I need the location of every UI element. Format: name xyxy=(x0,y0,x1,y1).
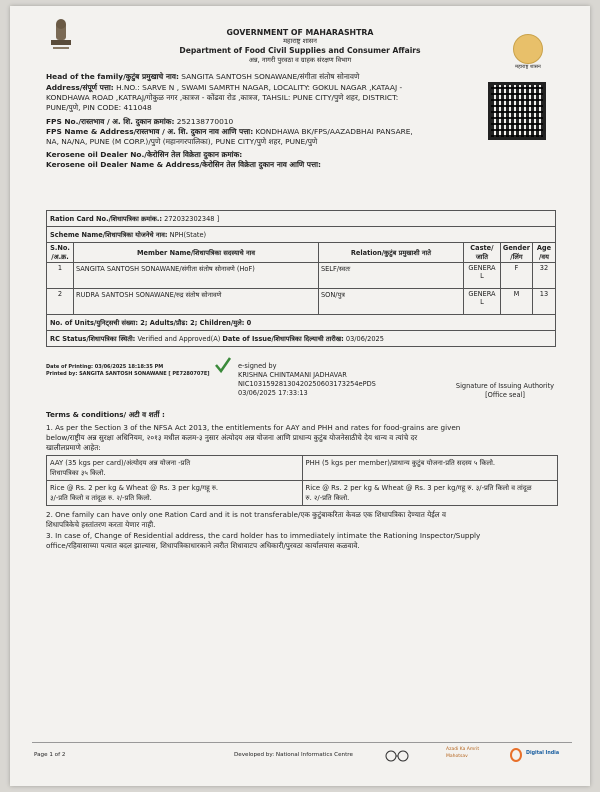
fps-name-line-1: KONDHAWA BK/FPS/AAZADBHAI PANSARE, xyxy=(255,127,413,136)
col-sno: S.No. /अ.क्र. xyxy=(47,243,74,263)
rc-status-value: Verified and Approved(A) xyxy=(137,335,221,343)
dept-title: Department of Food Civil Supplies and Consumer Affairs xyxy=(179,46,421,55)
kerosene-name-label: Kerosene oil Dealer Name & Address/केरोसिन तेल विक्रेता दुकान नाव आणि पत्ता: xyxy=(46,160,321,169)
printing-date: Date of Printing: 03/06/2025 18:18:35 PM xyxy=(46,364,164,370)
terms-title: Terms & conditions/ अटी व शर्ती : xyxy=(46,410,165,419)
qr-code-icon xyxy=(488,82,546,140)
table-row: 2 RUDRA SANTOSH SONAWANE/रुद्र संतोष सोनावणे SON/पुत्र GENERA L M 13 xyxy=(47,289,556,315)
fps-name-label: FPS Name & Address/रास्तभाव / अ. शि. दुकान नाव आणि पत्ता: xyxy=(46,127,254,136)
digital-india-logo-icon xyxy=(510,748,522,762)
office-seal: [Office seal] xyxy=(485,391,525,399)
fps-no-label: FPS No./रास्तभाव / अ. शि. दुकान क्रमांक: xyxy=(46,117,175,126)
digital-india-text: Digital India xyxy=(526,751,560,756)
table-header-row xyxy=(47,243,556,263)
col-gender: Gender /लिंग xyxy=(500,243,532,263)
checkmark-icon xyxy=(214,356,232,374)
page-number: Page 1 of 2 xyxy=(34,752,66,758)
address-label: Address/संपूर्ण पत्ता: xyxy=(46,83,114,92)
scheme-value: NPH(State) xyxy=(169,231,207,239)
col-relation: Relation/कुटुंब प्रमुखाशी नाते xyxy=(318,243,463,263)
col-caste: Caste/ जाति xyxy=(463,243,500,263)
govt-title-mr: महाराष्ट्र शासन xyxy=(283,37,317,45)
document-page: GOVERNMENT OF MAHARASHTRA महाराष्ट्र शासन Department of Food Civil Supplies and Consumer Affairs अन्न, नागरी पुरवठा व ग्राहक संरक्षण विभाग महाराष्ट्र शासन Head of the family/कुटुंब प्रमुखाचे नाव: SANGITA SANTOSH SONAWANE/संगीता संतोष सोनावणे Address/संपूर्ण पत्ता: H.NO.: SARVE N , SWAMI SAMRTH NAGAR, LOCALITY: GOKUL NAGAR ,KATAAJ - KONDHAWA ROAD ,KATRAJ/गोकुळ नगर ,कात्रज - कोंढवा रोड ,कात्रज, TAHSIL: PUNE CITY/पुणे शहर, DISTRICT: PUNE/पुणे, PIN CODE: 411048 FPS No./रास्तभाव / अ. शि. दुकान क्रमांक: 252138770010 FPS Name & Address/रास्तभाव / अ. शि. दुकान नाव आणि पत्ता: KONDHAWA BK/FPS/AAZADBHAI PANSARE, NA, NA/NA, PUNE (M CORP.)/पुणे (महानगरपालिका), PUNE CITY/पुणे शहर, PUNE/पुणे Kerosene oil Dealer No./केरोसिन तेल विक्रेता दुकान क्रमांक: Kerosene oil Dealer Name & Address/केरोसिन तेल विक्रेता दुकान नाव आणि पत्ता: Ration Card No./शिधापत्रिका क्रमांक.: 272032302348 ] Scheme Name/शिधापत्रिका योजनेचे नाव: NPH(State) S.No. /अ.क्र. Member Name/शिधापत्रिका सदस्याचे नाव Relation/कुटुंब प्रमुखाशी नाते Caste/ जाति Gender /लिंग Age /वय 1 SANGITA SANTOSH SONAWANE/संगीता संतोष सोनावणे (HoF) SELF/स्वतः GENERA L F 32 2 RUDRA SANTOSH SONAWANE/रुद्र संतोष सोनावणे SON/पुत्र GENERA L M 13 No. of Units/युनिट्सची संख्या: 2; Adults/प्रौढ: 2; Children/मुले: 0 RC Status/शिधापत्रिका स्थिती: Verified and Approved(A) Date of Issue/शिधापत्रिका दिल्याची तारीख: 03/06/2025 Date of Printing: 03/06/2025 18:18:35 PM Printed by: SANGITA SANTOSH SONAWANE [ PE7280707E] e-signed by KRISHNA CHINTAMANI JADHAVAR NIC10315928130420250603173254ePDS 03/06/2025 17:33:13 Signature of Issuing Authority [Office seal] Terms & conditions/ अटी व शर्ती : 1. As per the Section 3 of the NFSA Act 2013, the entitlements for AAY and PHH and rates for food-grains are given below/राष्ट्रीय अन्न सुरक्षा अधिनियम, २०१३ मधील कलम-३ नुसार अंत्योदय अन्न योजना आणि प्राधान्य कुटुंब योजनेसाठीचे देय धान्य व त्यांचे दर खालीलप्रमाणे आहेत: AAY (35 kgs per card)/अंत्योदय अन्न योजना -प्रति शिधापत्रिका ३५ किलो. PHH (5 kgs per member)/प्राधान्य कुटुंब योजना-प्रति सदस्य ५ किलो. Rice @ Rs. 2 per kg & Wheat @ Rs. 3 per kg/गहू रु. ३/-प्रति किलो व तांदूळ रु. २/-प्रति किलो. Rice @ Rs. 2 per kg & Wheat @ Rs. 3 per kg/गहू रु. ३/-प्रति किलो व तांदूळ रु. २/-प्रति किलो. 2. One family can have only one Ration Card and it is not transferable/एक कुटुंबाकरिता केवळ एक शिधापत्रिका देण्यात येईल व शिधापत्रिकेचे हस्तांतरण करता येणार नाही. 3. In case of, Change of Residential address, the card holder has to immediately intimate the Rationing Inspector/Supply office/रहिवासाच्या पत्यात बदल झाल्यास, शिधापत्रिकाधारकाने त्वरीत शिधावाटप अधिकारी/पुरवठा कार्यालयास कळवावे. Page 1 of 2 Developed by: National Informatics Centre Azadi Ka Amrit Mahotsav Digital India xyxy=(10,6,590,786)
col-age: Age /वय xyxy=(532,243,555,263)
status-row: RC Status/शिधापत्रिका स्थिती: Verified and Approved(A) Date of Issue/शिधापत्रिका दिल्याची तारीख: 03/06/2025 xyxy=(47,331,556,347)
azadi-logo-icon: Azadi Ka Amrit Mahotsav xyxy=(446,747,480,759)
govt-title: GOVERNMENT OF MAHARASHTRA xyxy=(226,28,374,37)
printed-by: Printed by: SANGITA SANTOSH SONAWANE [ PE7280707E] xyxy=(46,371,210,377)
entitlement-table: AAY (35 kgs per card)/अंत्योदय अन्न योजना -प्रति शिधापत्रिका ३५ किलो. PHH (5 kgs per member)/प्राधान्य कुटुंब योजना-प्रति सदस्य ५ किलो. Rice @ Rs. 2 per kg & Wheat @ Rs. 3 per kg/गहू रु. ३/-प्रति किलो व तांदूळ रु. २/-प्रति किलो. Rice @ Rs. 2 per kg & Wheat @ Rs. 3 per kg/गहू रु. ३/-प्रति किलो व तांदूळ रु. २/-प्रति किलो. xyxy=(46,455,558,506)
units-row: No. of Units/युनिट्सची संख्या: 2; Adults/प्रौढ: 2; Children/मुले: 0 xyxy=(47,315,556,331)
esigned-by: e-signed by xyxy=(238,362,277,370)
dept-title-mr: अन्न, नागरी पुरवठा व ग्राहक संरक्षण विभाग xyxy=(248,56,352,64)
hof-value: SANGITA SANTOSH SONAWANE/संगीता संतोष सोनावणे xyxy=(181,72,360,81)
rc-number-row: Ration Card No./शिधापत्रिका क्रमांक.: 272032302348 ] xyxy=(47,211,556,227)
rc-number-value: 272032302348 ] xyxy=(164,215,220,223)
issuing-authority: Signature of Issuing Authority xyxy=(455,382,555,390)
ration-card-table xyxy=(46,210,556,347)
signer-id: NIC10315928130420250603173254ePDS xyxy=(238,380,376,388)
hof-label: Head of the family/कुटुंब प्रमुखाचे नाव: xyxy=(46,72,179,81)
address-line-2: KONDHAWA ROAD ,KATRAJ/गोकुळ नगर ,कात्रज - कोंढवा रोड ,कात्रज, TAHSIL: PUNE CITY/पुणे शहर, DISTRICT: xyxy=(46,93,399,102)
issue-date-value: 03/06/2025 xyxy=(345,335,384,343)
fps-no-value: 252138770010 xyxy=(176,117,234,126)
fps-name-line-2: NA, NA/NA, PUNE (M CORP.)/पुणे (महानगरपालिका), PUNE CITY/पुणे शहर, PUNE/पुणे xyxy=(46,137,318,146)
table-row: 1 SANGITA SANTOSH SONAWANE/संगीता संतोष सोनावणे (HoF) SELF/स्वतः GENERA L F 32 xyxy=(47,263,556,289)
developed-by: Developed by: National Informatics Centre xyxy=(234,752,353,758)
scheme-row: Scheme Name/शिधापत्रिका योजनेचे नाव: NPH(State) xyxy=(47,227,556,243)
address-line-3: PUNE/पुणे, PIN CODE: 411048 xyxy=(46,103,152,112)
maharashtra-seal-icon xyxy=(513,34,543,64)
kerosene-no-label: Kerosene oil Dealer No./केरोसिन तेल विक्रेता दुकान क्रमांक: xyxy=(46,150,243,159)
gandhi-glasses-icon xyxy=(384,748,410,764)
seal-caption: महाराष्ट्र शासन xyxy=(515,64,541,70)
address-line-1: H.NO.: SARVE N , SWAMI SAMRTH NAGAR, LOCALITY: GOKUL NAGAR ,KATAAJ - xyxy=(116,83,403,92)
sign-timestamp: 03/06/2025 17:33:13 xyxy=(238,389,308,397)
signer-name: KRISHNA CHINTAMANI JADHAVAR xyxy=(238,371,347,379)
col-name: Member Name/शिधापत्रिका सदस्याचे नाव xyxy=(73,243,318,263)
